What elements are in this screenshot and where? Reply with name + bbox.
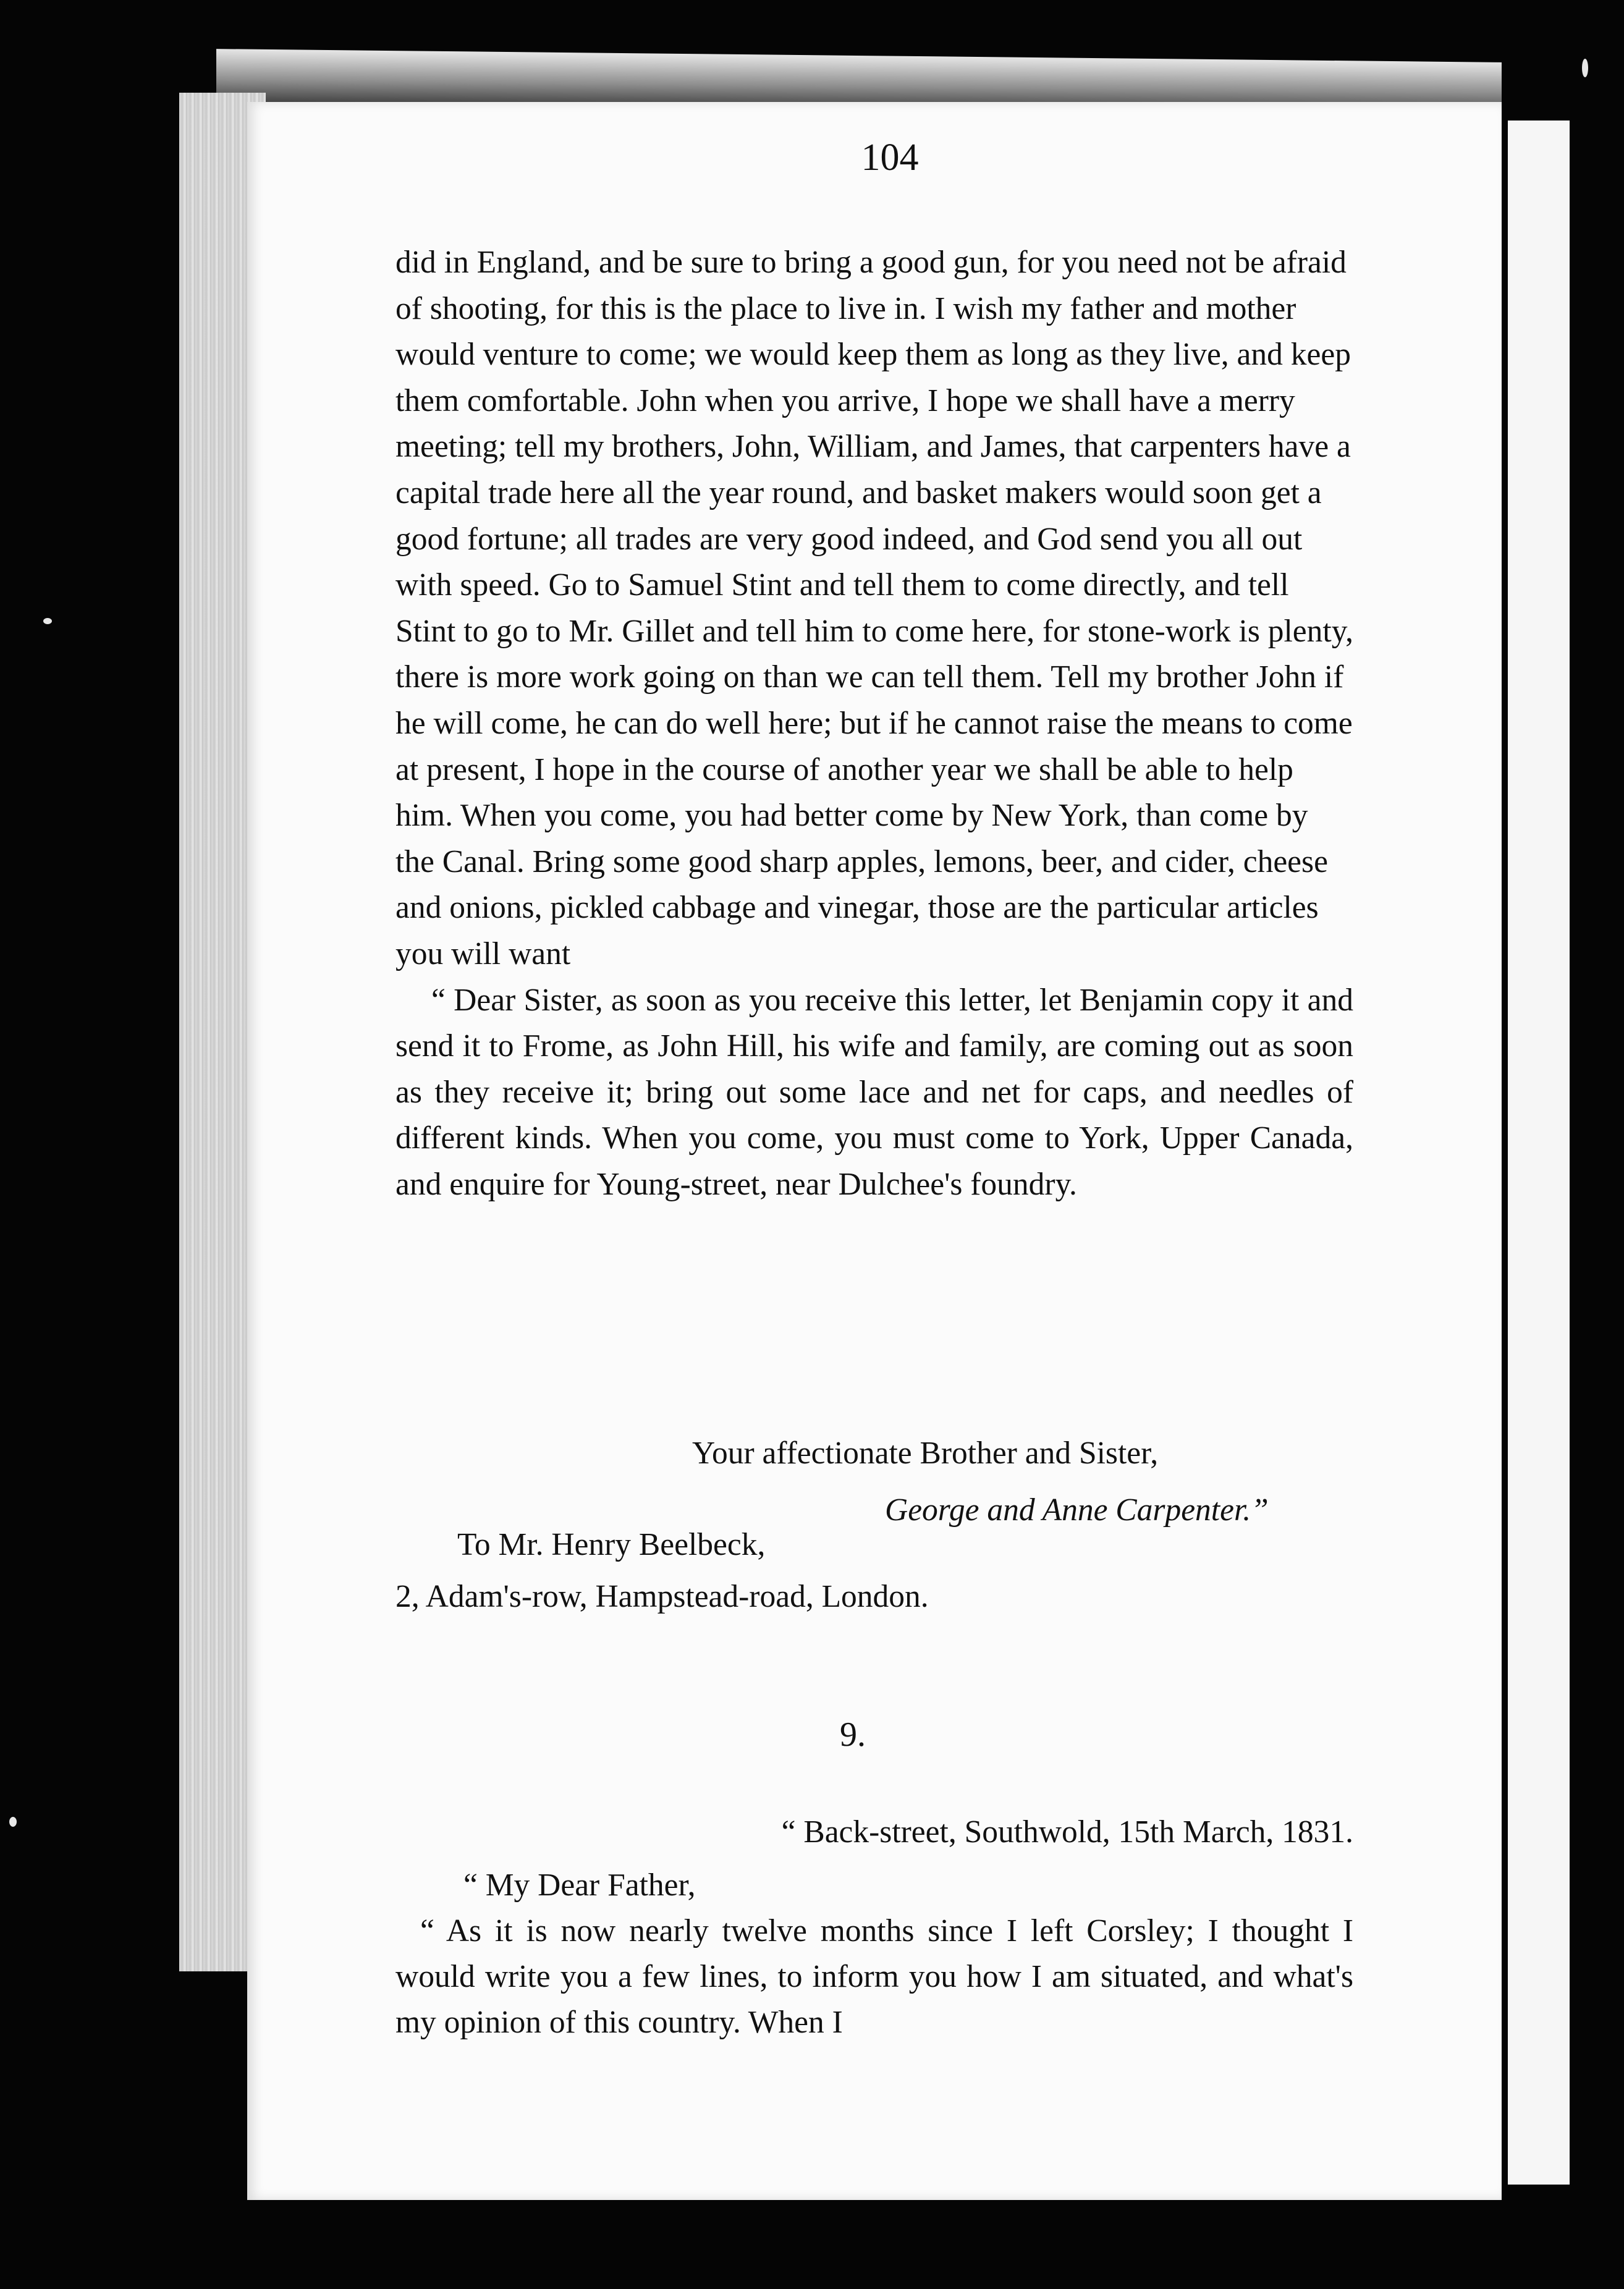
letter-paragraph-1: did in England, and be sure to bring a good gun, for you need not be afraid of shooting, for this is the place to live in. I wish my father and mother would venture to come; we would keep them as long as they live, and keep them comfortable. John when you arrive, I hope we shall have a merry meeting; tell my brothers, John, William, and James, that carpenters have a capital trade here all the year round, and basket makers would soon get a good fortune; all trades are very good indeed, and God send you all out with speed. Go to Samuel Stint and tell them to come directly, and tell Stint to go to Mr. Gillet and tell him to come here, for stone-work is plenty, there is more work going on than we can tell them. Tell my brother John if he will come, he can do well here; but if he cannot raise the means to come at present, I hope in the course of another year we shall be able to help him. When you come, you had better come by New York, than come by the Canal. Bring some good sharp apples, lemons, beer, and cider, cheese and onions, pickled cabbage and vinegar, those are the particular articles you will want [395,245,1354,971]
section-number: 9. [840,1716,866,1754]
address-line-2: 2, Adam's-row, Hampstead-road, London. [395,1579,929,1614]
scan-speck [1582,59,1588,77]
signature: George and Anne Carpenter.” [885,1492,1269,1528]
closing-line: Your affectionate Brother and Sister, [692,1436,1159,1471]
letter-9 [395,1809,1353,2046]
adjacent-page-edge [1508,121,1570,2185]
letter-9-paragraph: “ As it is now nearly twelve months since I left Corsley; I thought I would write you a few lines, to inform you how I am situated, and what's my opinion of this country. When I [395,1913,1353,2040]
address-line-1: To Mr. Henry Beelbeck, [457,1527,766,1562]
letter-paragraph-2: “ Dear Sister, as soon as you receive this letter, let Benjamin copy it and send it to Frome, as John Hill, his wife and family, are coming out as soon as they receive it; bring out some lace and net for caps, and needles of different kinds. When you come, you must come to York, Upper Canada, and enquire for Young-street, near Dulchee's foundry. [395,982,1353,1202]
scan-speck [43,618,52,624]
scan-speck [9,1817,17,1827]
page-number: 104 [861,137,919,179]
dateline: “ Back-street, Southwold, 15th March, 1831. [781,1814,1353,1850]
salutation: “ My Dear Father, [463,1868,696,1903]
letter-body [395,240,1353,1208]
